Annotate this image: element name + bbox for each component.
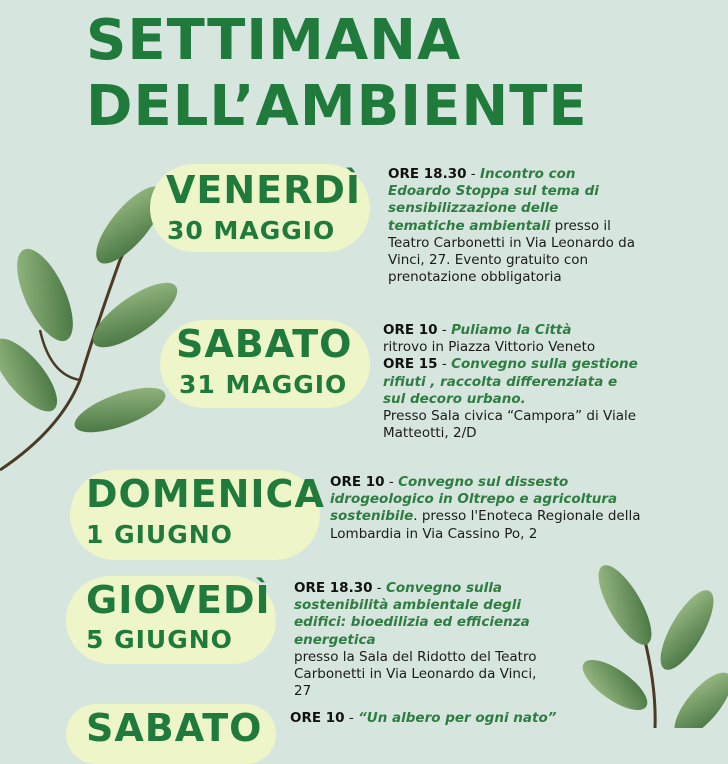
event-details: ritrovo in Piazza Vittorio Veneto [383, 339, 596, 356]
event-description: ORE 18.30 - Convegno sulla sostenibilità ambientale degli edifici: bioedilizia ed efficienza energetica presso la Sala del Ridotto del Teatro Carbonetti in Via Leonardo da Vinci, 27 [294, 580, 544, 700]
day-name: DOMENICA [86, 472, 325, 516]
day-name: VENERDÌ [166, 168, 362, 212]
event-description: ORE 18.30 - Incontro con Edoardo Stoppa sul tema di sensibilizzazione delle tematiche ambientali presso il Teatro Carbonetti in Via Leonardo da Vinci, 27. Evento gratuito con prenotazione obbligatoria [388, 166, 636, 286]
event-time: ORE 10 [290, 710, 345, 726]
event-title: Incontro con Edoardo Stoppa sul tema di sensibilizzazione delle tematiche ambientali [388, 166, 599, 234]
event-time: ORE 18.30 [388, 166, 467, 182]
day-date: 30 MAGGIO [167, 216, 336, 245]
leaf-branch-right-illustration [575, 565, 728, 728]
event-description: ORE 10 - “Un albero per ogni nato” [290, 710, 557, 726]
event-time: ORE 15 [383, 356, 438, 373]
event-time: ORE 10 [330, 474, 385, 490]
event-details: . presso l'Enoteca Regionale della Lombardia in Via Cassino Po, 2 [330, 508, 641, 542]
event-title: Convegno sulla gestione rifiuti , raccolta differenziata e sul decoro urbano. [383, 356, 638, 407]
event-description: ORE 10 - Convegno sul dissesto idrogeologico in Oltrepo e agricoltura sostenibile. presso l'Enoteca Regionale della Lombardia in Via Cassino Po, 2 [330, 474, 641, 542]
event-details: Presso Sala civica “Campora” di Viale Matteotti, 2/D [383, 408, 637, 442]
event-title: Puliamo la Città [451, 322, 572, 338]
day-date: 1 GIUGNO [86, 520, 233, 549]
page-title-line-2: DELL’AMBIENTE [86, 74, 588, 139]
day-name: GIOVEDÌ [86, 578, 271, 622]
day-date: 5 GIUGNO [86, 625, 233, 654]
event-details: presso la Sala del Ridotto del Teatro Carbonetti in Via Leonardo da Vinci, 27 [294, 648, 537, 700]
event-description: ORE 10 - Puliamo la Città ritrovo in Piazza Vittorio Veneto ORE 15 - Convegno sulla gestione rifiuti , raccolta differenziata e sul decoro urbano. Presso Sala civica “Campora” di Viale Matteotti, 2/D [383, 322, 643, 442]
event-title: “Un albero per ogni nato” [358, 710, 557, 726]
day-name: SABATO [86, 706, 263, 750]
day-date: 31 MAGGIO [179, 370, 348, 399]
day-name: SABATO [176, 322, 353, 366]
event-title: Convegno sul dissesto idrogeologico in Oltrepo e agricoltura sostenibile [330, 474, 618, 525]
page-title-line-1: SETTIMANA [86, 8, 462, 73]
event-details: presso il Teatro Carbonetti in Via Leonardo da Vinci, 27. Evento gratuito con prenotazione obbligatoria [388, 217, 636, 286]
event-time: ORE 18.30 [294, 580, 373, 596]
event-time: ORE 10 [383, 322, 438, 338]
event-title: Convegno sulla sostenibilità ambientale degli edifici: bioedilizia ed efficienza energetica [294, 580, 530, 648]
